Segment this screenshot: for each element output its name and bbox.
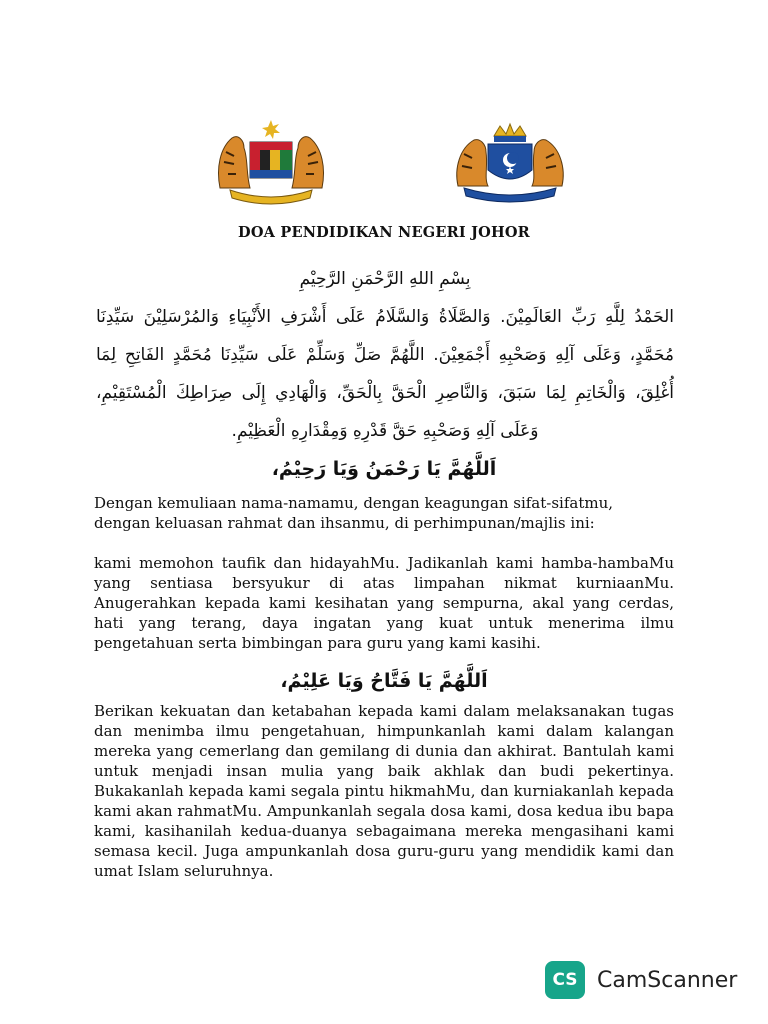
camscanner-watermark: [545, 960, 737, 1000]
camscanner-brand-text: CamScanner: [597, 967, 738, 993]
document-title: DOA PENDIDIKAN NEGERI JOHOR: [238, 224, 530, 241]
bismillah-line: بِسْمِ اللهِ الرَّحْمَنِ الرَّحِيْمِ: [299, 269, 471, 289]
paragraph-intro: Dengan kemuliaan nama-namamu, dengan keagungan sifat-sifatmu, dengan keluasan rahmat dan ihsanmu, di perhimpunan/majlis ini:: [94, 494, 614, 532]
arabic-heading-rahman: اَللَّهُمَّ يَا رَحْمَنُ وَيَا رَحِيْمُ،: [271, 458, 497, 480]
arabic-opening-prayer: [96, 260, 674, 450]
arabic-line-2: مُحَمَّدٍ، وَعَلَى آلِهِ وَصَحْبِهِ أَجْمَعِيْنَ. اللَّهُمَّ صَلِّ وَسَلِّمْ عَلَى سَيِّدِنَا مُحَمَّدٍ الفَاتِحِ لِمَا: [96, 345, 674, 365]
camscanner-logo-icon: CS: [545, 961, 585, 999]
paragraph-supplication: Berikan kekuatan dan ketabahan kepada kami dalam melaksanakan tugas dan menimba ilmu pengetahuan, himpunkanlah kami dalam kalangan mereka yang cemerlang dan gemilang di dunia dan akhirat. Bantulah kami untuk menjadi insan mulia yang baik akhlak dan budi pekertinya. Bukakanlah kepada kami segala pintu hikmahMu, dan kurniakanlah kepada kami akan rahmatMu. Ampunkanlah segala dosa kami, dosa kedua ibu bapa kami, kasihanilah kedua-duanya sebagaimana mereka mengasihani kami semasa kecil. Juga ampunkanlah dosa guru-guru yang mendidik kami dan umat Islam seluruhnya.: [94, 702, 674, 880]
arabic-heading-fattah: اَللَّهُمَّ يَا فَتَّاحُ وَيَا عَلِيْمُ،: [280, 670, 488, 692]
paragraph-petition: kami memohon taufik dan hidayahMu. Jadikanlah kami hamba-hambaMu yang sentiasa bersyukur di atas limpahan nikmat kurniaanMu. Anugerahkan kepada kami kesihatan yang sempurna, akal yang cerdas, hati yang terang, daya ingatan yang kuat untuk menerima ilmu pengetahuan serta bimbingan para guru yang kami kasihi.: [94, 554, 674, 652]
arabic-line-1: الحَمْدُ لِلَّهِ رَبِّ العَالَمِيْنَ. وَالصَّلَاةُ وَالسَّلَامُ عَلَى أَشْرَفِ الأَنْبِيَاءِ وَالمُرْسَلِيْنَ سَيِّدِنَا: [96, 307, 674, 327]
malaysia-coat-of-arms-emblem: [210, 118, 332, 206]
arabic-line-4: وَعَلَى آلِهِ وَصَحْبِهِ حَقَّ قَدْرِهِ وَمِقْدَارِهِ الْعَظِيْمِ.: [231, 421, 539, 441]
johor-coat-of-arms-emblem: [450, 122, 570, 204]
arabic-line-3: أُغْلِقَ، وَالْخَاتِمِ لِمَا سَبَقَ، وَالنَّاصِرِ الْحَقَّ بِالْحَقِّ، وَالْهَادِي إِلَى صِرَاطِكَ الْمُسْتَقِيْمِ،: [96, 383, 674, 403]
